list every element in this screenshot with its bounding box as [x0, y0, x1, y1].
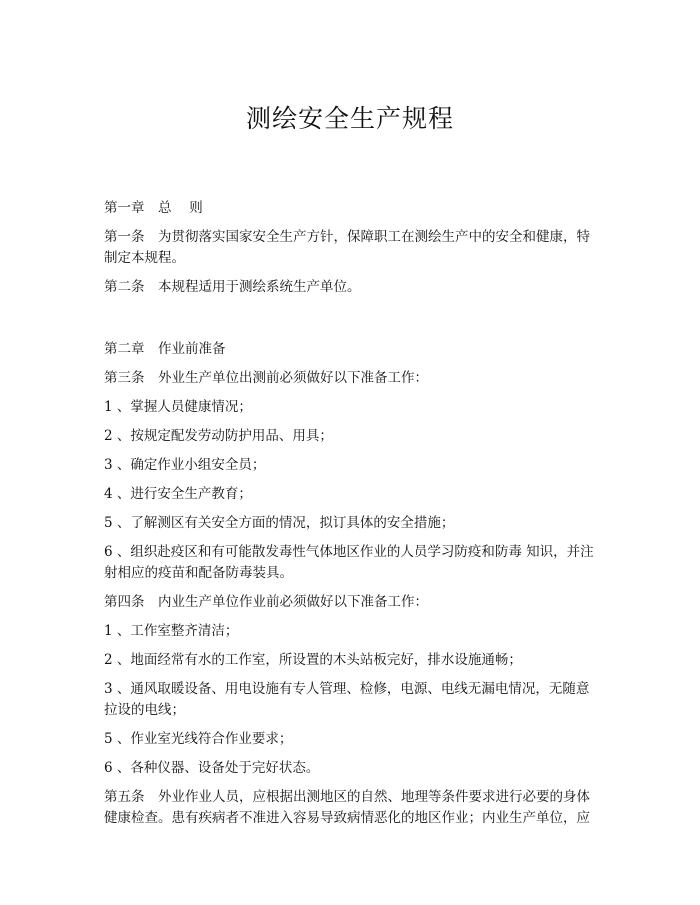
article-2: 第二条 本规程适用于测绘系统生产单位。 — [104, 279, 361, 295]
list-item: 1 、工作室整齐清洁； — [104, 623, 239, 639]
chapter-2-heading: 第二章 作业前准备 — [104, 341, 226, 357]
list-item: 2 、按规定配发劳动防护用品、用具； — [104, 428, 333, 444]
article-3: 第三条 外业生产单位出测前必须做好以下准备工作： — [104, 370, 428, 386]
document-body — [104, 198, 600, 837]
list-item: 4 、进行安全生产教育； — [104, 486, 252, 502]
list-item: 6 、各种仪器、设备处于完好状态。 — [104, 760, 320, 776]
article-5: 第五条 外业作业人员，应根据出测地区的自然、地理等条件要求进行必要的身体健康检查。患有疾病者不准进入容易导致病情恶化的地区作业；内业生产单位，应 — [104, 789, 590, 826]
chapter-1-heading: 第一章 总 则 — [104, 200, 203, 216]
chapter-spacer — [104, 306, 600, 339]
document-title: 测绘安全生产规程 — [245, 104, 454, 133]
list-item: 3 、通风取暖设备、用电设施有专人管理、检修，电源、电线无漏电情况，无随意拉设的电线； — [104, 681, 590, 718]
list-item: 6 、组织赴疫区和有可能散发毒性气体地区作业的人员学习防疫和防毒 知识，并注射相应的疫苗和配备防毒装具。 — [104, 544, 594, 581]
article-4: 第四条 内业生产单位作业前必须做好以下准备工作： — [104, 594, 428, 610]
list-item: 5 、作业室光线符合作业要求； — [104, 731, 293, 747]
list-item: 2 、地面经常有水的工作室，所设置的木头站板完好，排水设施通畅； — [104, 652, 522, 668]
list-item: 5 、了解测区有关安全方面的情况，拟订具体的安全措施； — [104, 515, 455, 531]
article-1: 第一条 为贯彻落实国家安全生产方针，保障职工在测绘生产中的安全和健康，特制定本规程。 — [104, 229, 590, 266]
list-item: 3 、确定作业小组安全员； — [104, 457, 266, 473]
list-item: 1 、掌握人员健康情况； — [104, 399, 252, 415]
